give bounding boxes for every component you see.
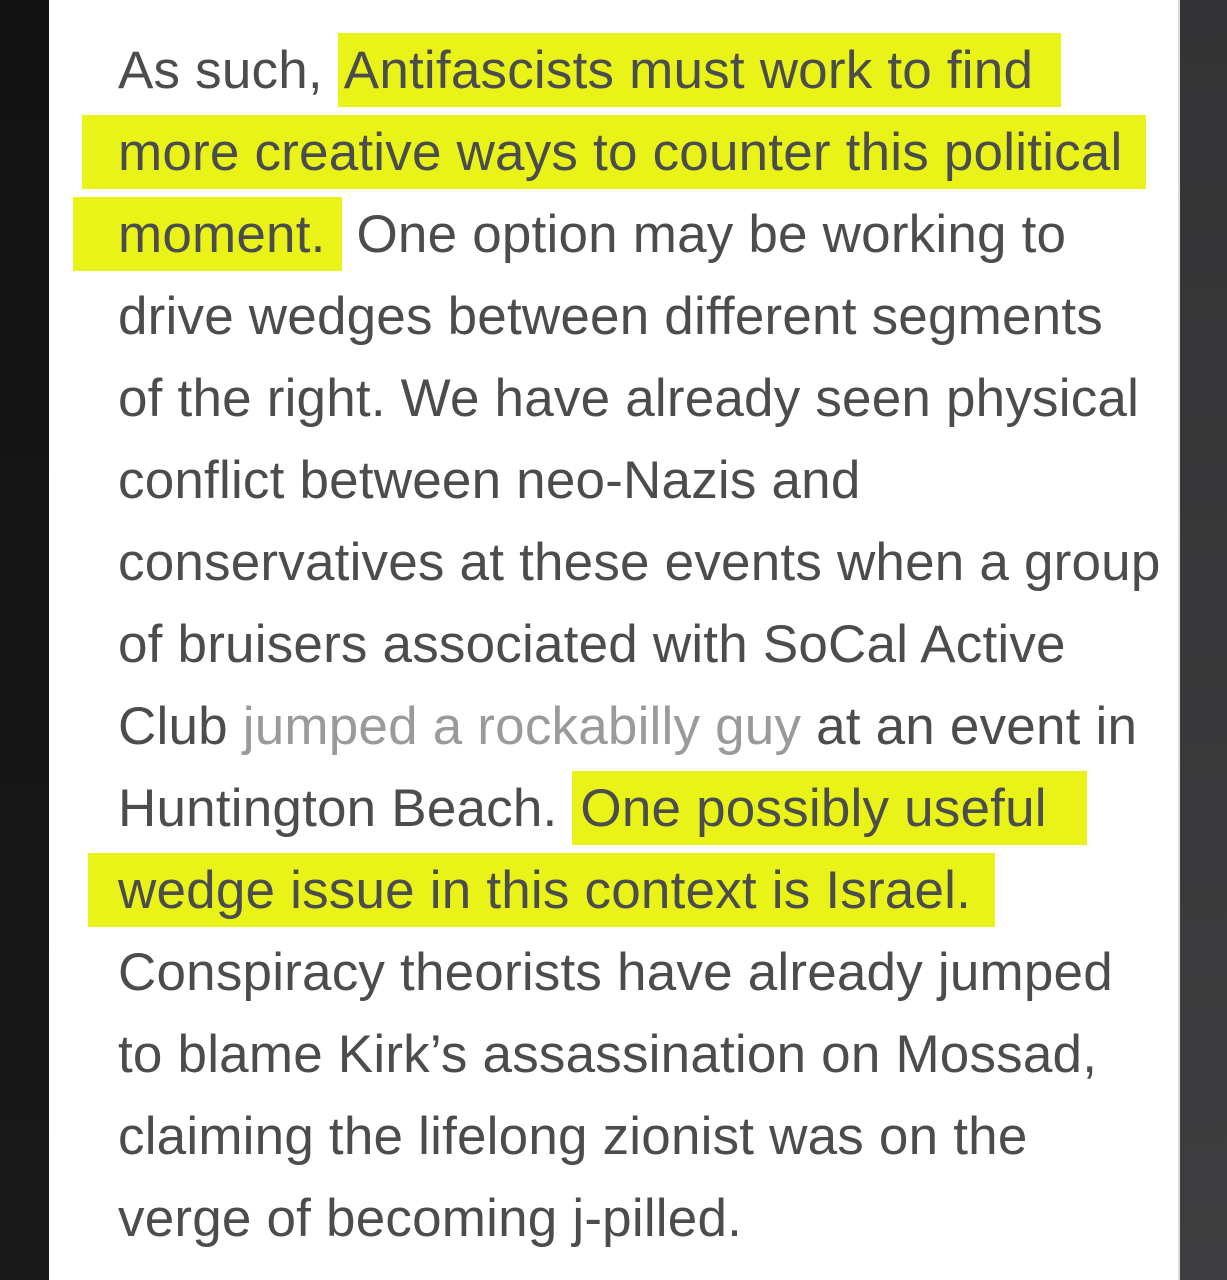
text-segment: claiming the lifelong zionist was on the [118, 1107, 1028, 1166]
text-line [118, 604, 1178, 686]
text-segment: of the right. We have already seen physical [118, 369, 1140, 428]
text-segment: drive wedges between different segments [118, 287, 1103, 346]
text-line [118, 522, 1178, 604]
highlighted-text: moment. [73, 197, 342, 271]
text-line [118, 768, 1178, 850]
text-line [118, 1178, 1178, 1260]
text-line [118, 1014, 1178, 1096]
text-segment: Club [118, 697, 243, 756]
highlighted-text: more creative ways to counter this political [82, 115, 1146, 189]
text-line [118, 1096, 1178, 1178]
text-segment: to blame Kirk’s assassination on Mossad, [118, 1025, 1098, 1084]
highlighted-text: wedge issue in this context is Israel. [88, 853, 995, 927]
text-line [118, 112, 1178, 194]
text-segment: Huntington Beach. [118, 779, 573, 838]
text-segment: conflict between neo-Nazis and [118, 451, 861, 510]
article-paragraph [118, 30, 1178, 1260]
text-line [118, 276, 1178, 358]
text-line [118, 932, 1178, 1014]
right-letterbox-bar [1178, 0, 1227, 1280]
text-segment: verge of becoming j-pilled. [118, 1189, 743, 1248]
text-line [118, 194, 1178, 276]
text-segment: Conspiracy theorists have already jumped [118, 943, 1113, 1002]
text-line [118, 440, 1178, 522]
text-segment: conservatives at these events when a group [118, 533, 1161, 592]
highlighted-text: Antifascists must work to find [338, 33, 1061, 107]
text-segment: As such, [118, 41, 338, 100]
left-letterbox-bar [0, 0, 49, 1280]
text-segment: of bruisers associated with SoCal Active [118, 615, 1066, 674]
highlighted-text: One possibly useful [572, 771, 1086, 845]
text-segment: One option may be working to [341, 205, 1067, 264]
text-line [118, 358, 1178, 440]
text-line [118, 850, 1178, 932]
article-page [49, 0, 1178, 1280]
link-jumped-a-rockabilly-guy[interactable]: jumped a rockabilly guy [242, 697, 802, 756]
text-line [118, 686, 1178, 768]
text-line [118, 30, 1178, 112]
text-segment: at an event in [801, 697, 1138, 756]
